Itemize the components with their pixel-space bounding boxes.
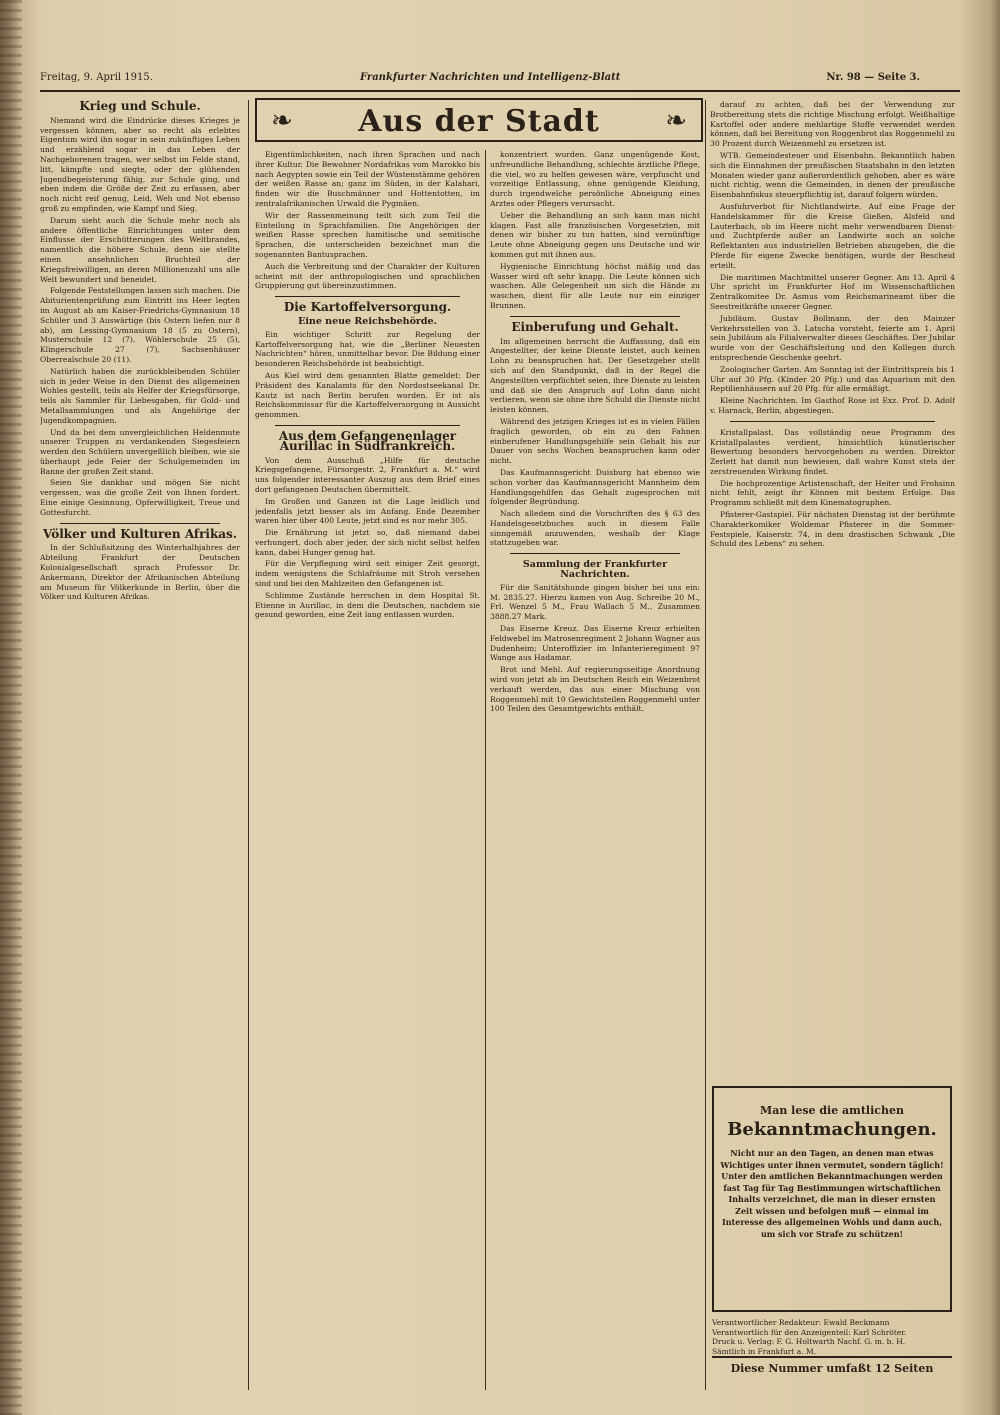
paragraph: Seien Sie dankbar und mögen Sie nicht vergessen, was die große Zeit von Ihnen fordert. Eine einige Gesinnung, Opferwilligkeit, Treue und Gottesfurcht. xyxy=(40,478,240,517)
masthead: Frankfurter Nachrichten und Intelligenz-Blatt xyxy=(360,72,621,83)
page-header xyxy=(40,72,960,90)
article-separator xyxy=(510,316,680,317)
column-2 xyxy=(255,150,480,1400)
imprint-line: Sämtlich in Frankfurt a. M. xyxy=(712,1346,817,1356)
paragraph: Die maritimen Machtmittel unserer Gegner. Am 13. April 4 Uhr spricht im Frankfurter Hof im Wissenschaftlichen Zentralkomitee Dr. Asmus vom Reichsmarineamt über die Seestreitkräfte unserer Gegner. xyxy=(710,272,955,311)
article-headline: Die Kartoffelversorgung. xyxy=(283,300,452,315)
paragraph: Eigentümlichkeiten, nach ihren Sprachen und nach ihrer Kultur. Die Bewohner Nordafrikas vom Marokko bis nach Aegypten sowie ein Teil der Wüstenstämme gehören der weißen Rasse an; ganz im Süden, in der Kalahari, finden wir die Buschmänner und Hottentotten, im zentralafrikanischen Urwald die Pygmäen. xyxy=(255,150,480,208)
paragraph: Die Ernährung ist jetzt so, daß niemand dabei verhungert, doch aber jeder, der sich nicht selbst helfen kann, dabei Hunger genug hat. xyxy=(255,528,480,557)
ornament-left-icon: ❧ xyxy=(271,106,293,136)
notice-intro: Man lese die amtlichen xyxy=(760,1104,904,1117)
paragraph: Nach alledem sind die Vorschriften des § 63 des Handelsgesetzbuches auch in diesem Falle sinngemäß anzuwenden, weshalb der Klage stattzugeben war. xyxy=(490,509,700,548)
paragraph: Kleine Nachrichten. Im Gasthof Rose ist Exz. Prof. D. Adolf v. Harnack, Berlin, abgestiegen. xyxy=(710,396,955,415)
page-count-line: Diese Nummer umfaßt 12 Seiten xyxy=(712,1356,952,1375)
paragraph: Und da bei dem unvergleichlichen Heldenmute unserer Truppen zu verdankenden Siegesfeiern werden den Schülern unvergeßlich bleiben, wie sie überhaupt jede Feier der Schulgemeinden im Banne der großen Zeit stand. xyxy=(40,427,240,476)
article-separator xyxy=(730,421,935,422)
paragraph: Brot und Mehl. Auf regierungsseitige Anordnung wird von jetzt ab im Deutschen Reich ein Weizenbrot verkauft werden, das aus einer Mischung von Roggenmehl mit 10 Gewichtsteilen Roggenmehl unter 100 Teilen des Gesamtgewichts enthält. xyxy=(490,665,700,714)
paragraph: Ausfuhrverbot für Nichtlandwirte. Auf eine Frage der Handelskammer für die Kreise Gießen, Alsfeld und Lauterbach, ob im Heere nicht mehr verwendbaren Dienst- und Zuchtpferde außer an Landwirte auch an solche Reflektanten aus industriellen Betrieben abzugeben, die die Pferde für eigene Zwecke benötigen, wurde der Bescheid erteilt. xyxy=(710,201,955,270)
paragraph: Natürlich haben die zurückbleibenden Schüler sich in jeder Weise in den Dienst des allgemeinen Wohles gestellt, teils als Helfer der Kriegsfürsorge, teils als Sammler für Liebesgaben, für Gold- und Metallsammlungen und als Angehörige der Jugendkompagnien. xyxy=(40,366,240,425)
paragraph: konzentriert wurden. Ganz ungenügende Kost, unfreundliche Behandlung, schlechte ärztliche Pflege, die viel, wo zu helfen gewesen wäre, verpfuscht und vorzeitige Entlassung, ohne genügende Kleidung, durch irgendwelche persönliche Abneigung eines Arztes oder Pflegers verursacht. xyxy=(490,150,700,208)
paragraph: Kristallpalast. Das vollständig neue Programm des Kristallpalastes verdient, hinsichtlich künstlerischer Bewertung besonders hervorgehoben zu werden. Direktor Zerlett hat damit nun bewiesen, daß wahre Kunst stets der zerstreuenden Wirkung findet. xyxy=(710,427,955,476)
paragraph: WTB. Gemeindesteuer und Eisenbahn. Bekanntlich haben sich die Einnahmen der preußischen Staatsbahn in den letzten Monaten wieder ganz außerordentlich gehoben, aber es wäre nicht richtig, wenn die Gemeinden, in denen der preußische Eisenbahnfiskus steuerpflichtig ist, darauf folgern würden. xyxy=(710,150,955,200)
article-headline: Krieg und Schule. xyxy=(79,100,201,113)
article-headline: Sammlung der Frankfurter Nachrichten. xyxy=(522,559,668,581)
article-headline: Aus dem Gefangenenlager Aurillac in Südfrankreich. xyxy=(278,428,457,453)
header-rule xyxy=(40,90,960,92)
column-3 xyxy=(490,150,700,1400)
column-1 xyxy=(40,100,240,1400)
column-rule xyxy=(485,150,486,1390)
paragraph: Wir der Rassenmeinung teilt sich zum Teil die Einteilung in Sprachfamilien. Die Angehörigen der weißen Rasse sprechen hamitische und semitische Sprachen, die unterscheiden bezeichnet man die sogenannten Bantusprachen. xyxy=(255,210,480,259)
paragraph: Pfisterer-Gastspiel. Für nächsten Dienstag ist der berühmte Charakterkomiker Woldemar Pfisterer in die Sommer-Festspiele, Kaiserstr. 74, in dem drastischen Schwank „Die Schuld des Lebens“ zu sehen. xyxy=(710,510,955,549)
paragraph: Ueber die Behandlung an sich kann man nicht klagen. Fast alle französischen Vorgesetzten, mit denen wir bisher zu tun hatten, sind vernünftige Leute ohne Abneigung gegen uns Deutsche und wir kommen gut mit ihnen aus. xyxy=(490,210,700,259)
article-subheadline: Eine neue Reichsbehörde. xyxy=(298,315,437,327)
date-line: Freitag, 9. April 1915. xyxy=(40,72,153,83)
section-title: Aus der Stadt xyxy=(358,104,600,139)
paragraph: Für die Verpflegung wird seit einiger Zeit gesorgt, indem wenigstens die Schlafräume mit Stroh versehen sind und bei den Mahlzeiten den Gefangenen ist. xyxy=(255,559,480,589)
imprint-line: Verantwortlicher Redakteur: Ewald Beckmann xyxy=(712,1318,890,1327)
notice-box xyxy=(712,1086,952,1312)
paragraph: Die hochprozentige Artistenschaft, der Heiter und Frohsinn nicht fehlt, zeigt ihr Können mit bestem Erfolge. Das Programm schließt mit dem Kinematographen. xyxy=(710,478,955,508)
paragraph: Aus Kiel wird dem genannten Blatte gemeldet: Der Präsident des Kanalamts für den Nordostseekanal Dr. Kautz ist nach Berlin berufen worden. Er ist als Reichskommissar für die Kartoffelversorgung in Aussicht genommen. xyxy=(255,370,480,420)
column-4 xyxy=(710,100,955,1080)
ornament-right-icon: ❧ xyxy=(665,106,687,136)
paragraph: Auch die Verbreitung und der Charakter der Kulturen scheint mit der anthropologischen und sprachlichen Gruppierung gut übereinzustimmen. xyxy=(255,261,480,291)
imprint xyxy=(712,1318,952,1356)
paragraph: Hygienische Einrichtung höchst mäßig und das Wasser wird oft sehr knapp. Die Leute können sich waschen. Alle Gelegenheit um sich die Hände zu waschen, dient für alle Leute nur ein einziger Brunnen. xyxy=(490,261,700,310)
column-rule xyxy=(705,100,706,1390)
article-separator xyxy=(275,296,460,297)
paragraph: Darum sieht auch die Schule mehr noch als andere öffentliche Einrichtungen unter dem Einflusse der Erschütterungen des Weltbrandes, namentlich die höhere Schule, denn sie stellte einen ansehnlichen Bruchteil der Kriegsfreiwilligen, an deren Millionenzahl uns alle Welt bewundert und beneidet. xyxy=(40,215,240,284)
page-number: Nr. 98 — Seite 3. xyxy=(826,72,920,83)
notice-body: Nicht nur an den Tagen, an denen man etwas Wichtiges unter ihnen vermutet, sondern täglich! Unter den amtlichen Bekanntmachungen werden fast Tag für Tag Bestimmungen wirtschaftlichen Inhalts verzeichnet, die man in dieser ernsten Zeit wissen und befolgen muß — einmal im Interesse des allgemeinen Wohls und dann auch, um sich vor Strafe zu schützen! xyxy=(720,1148,944,1239)
paragraph: Folgende Feststellungen lassen sich machen. Die Abiturientenprüfung zum Eintritt ins Heer legten im August ab am Kaiser-Friedrichs-Gymnasium 18 Schüler und 3 Auswärtige (bis Ostern liefen nur 8 ab), am Lessing-Gymnasium 18 (5 zu Ostern), Musterschule 12 (7), Wöhlerschule 25 (5), Klingerschule 27 (7), Sachsenhäuser Oberrealschule 20 (11). xyxy=(40,286,240,364)
paragraph: Im Großen und Ganzen ist die Lage leidlich und jedenfalls jetzt besser als im Anfang. Ende Dezember waren hier über 400 Leute, jetzt sind es nur mehr 305. xyxy=(255,496,480,526)
imprint-line: Druck u. Verlag: F. G. Holtwarth Nachf. G. m. b. H. xyxy=(712,1337,906,1346)
binding-spine xyxy=(0,0,22,1415)
paragraph: Jubiläum. Gustav Bollmann, der den Mainzer Verkehrsstellen von 3. Latscha vorsteht, feierte am 1. April sein Jubiläum als Filialverwalter dieses Geschäftes. Der Jubilar wurde von der Geschäftsleitung und den Kollegen durch entsprechende Geschenke geehrt. xyxy=(710,313,955,362)
article-separator xyxy=(275,425,460,426)
imprint-line: Verantwortlich für den Anzeigenteil: Karl Schröter. xyxy=(712,1327,907,1337)
paragraph: Ein wichtiger Schritt zur Regelung der Kartoffelversorgung hat, wie die „Berliner Neuesten Nachrichten“ hören, unmittelbar bevor. Die Bildung einer besonderen Reichsbehörde ist beabsichtigt. xyxy=(255,329,480,369)
paragraph: Niemand wird die Eindrücke dieses Krieges je vergessen können, aber so recht als erlebtes Eigentum wird ihn sogar in sein zukünftiges Leben und erzählend sogar in das Leben der Nachgeborenen tragen, wer selbst im Felde stand, litt, kämpfte und siegte, oder der glühenden Jugendbegeisterung fähig, zur Schule ging, und eben indem die Größe der Zeit zu erfassen, aber noch nicht reif genug, Leid, Weh und Not ebenso groß zu empfinden, wie Kampf und Sieg. xyxy=(40,115,240,213)
paragraph: Während des jetzigen Krieges ist es in vielen Fällen fraglich geworden, ob ein zu den Fahnen einberufener Handlungsgehilfe sein Gehalt bis zur Dauer von sechs Wochen beanspruchen kann oder nicht. xyxy=(490,416,700,466)
paragraph: In der Schlußsitzung des Winterhalbjahres der Abteilung Frankfurt der Deutschen Kolonialgesellschaft sprach Professor Dr. Ankermann, Direktor der Afrikanischen Abteilung am Museum für Völkerkunde in Berlin, über die Völker und Kulturen Afrikas. xyxy=(40,543,240,602)
paragraph: darauf zu achten, daß bei der Verwendung zur Brotbereitung stets die richtige Mischung erfolgt. Weißhaltige Kartoffel oder andere mehlartige Stoffe verwendet werden können, daß bei Bereitung von Roggenbrot das Roggenmehl zu 30 Prozent durch Weizenmehl zu ersetzen ist. xyxy=(710,100,955,149)
paragraph: Das Kaufmannsgericht Duisburg hat ebenso wie schon vorher das Kaufmannsgericht Mannheim dem Handlungsgehilfen das Gehalt zugesprochen mit folgender Begründung. xyxy=(490,467,700,507)
article-headline: Einberufung und Gehalt. xyxy=(511,319,679,334)
article-headline: Völker und Kulturen Afrikas. xyxy=(43,526,237,541)
article-separator xyxy=(60,523,220,524)
paragraph: Schlimme Zustände herrschen in dem Hospital St. Etienne in Aurillac, in dem die Deutschen, nachdem sie gesund geworden, eine Zeit lang entlassen wurden. xyxy=(255,590,480,620)
section-banner xyxy=(255,98,703,142)
paragraph: Von dem Ausschuß „Hilfe für deutsche Kriegsgefangene, Fürsorgestr. 2, Frankfurt a. M.“ wird uns folgender interessanter Auszug aus dem Brief eines dort gefangenen Deutschen übermittelt. xyxy=(255,455,480,494)
paragraph: Das Eiserne Kreuz. Das Eiserne Kreuz erhielten Feldwebel im Matrosenregiment 2 Johann Wagner aus Dudenheim; Unteroffizier im Infanterieregiment 97 Wange aus Hadamar. xyxy=(490,624,700,663)
paragraph: Für die Sanitätshunde gingen bisher bei uns ein: M. 2835.27. Hierzu kamen von Aug. Schreibe 20 M., Frl. Wenzel 5 M., Frau Wallach 5 M., Zusammen 3888.27 Mark. xyxy=(490,582,700,622)
paragraph: Im allgemeinen herrscht die Auffassung, daß ein Angestellter, der keine Dienste leistet, auch keinen Lohn zu beanspruchen hat. Der Gesetzgeber stellt sich auf den Standpunkt, daß in der Regel die Angestellten verpflichtet seien, ihre Dienste zu leisten und daß sie den Anspruch auf Lohn dann nicht verlieren, wenn sie ohne ihre Schuld die Dienste nicht leisten können. xyxy=(490,336,700,415)
article-separator xyxy=(510,553,680,554)
paragraph: Zoologischer Garten. Am Sonntag ist der Eintrittspreis bis 1 Uhr auf 30 Pfg. (Kinder 20 Pfg.) und das Aquarium mit den Reptilienhäusern auf 20 Pfg. für alle ermäßigt. xyxy=(710,364,955,394)
column-rule xyxy=(248,100,249,1390)
notice-title: Bekanntmachungen. xyxy=(727,1119,937,1140)
